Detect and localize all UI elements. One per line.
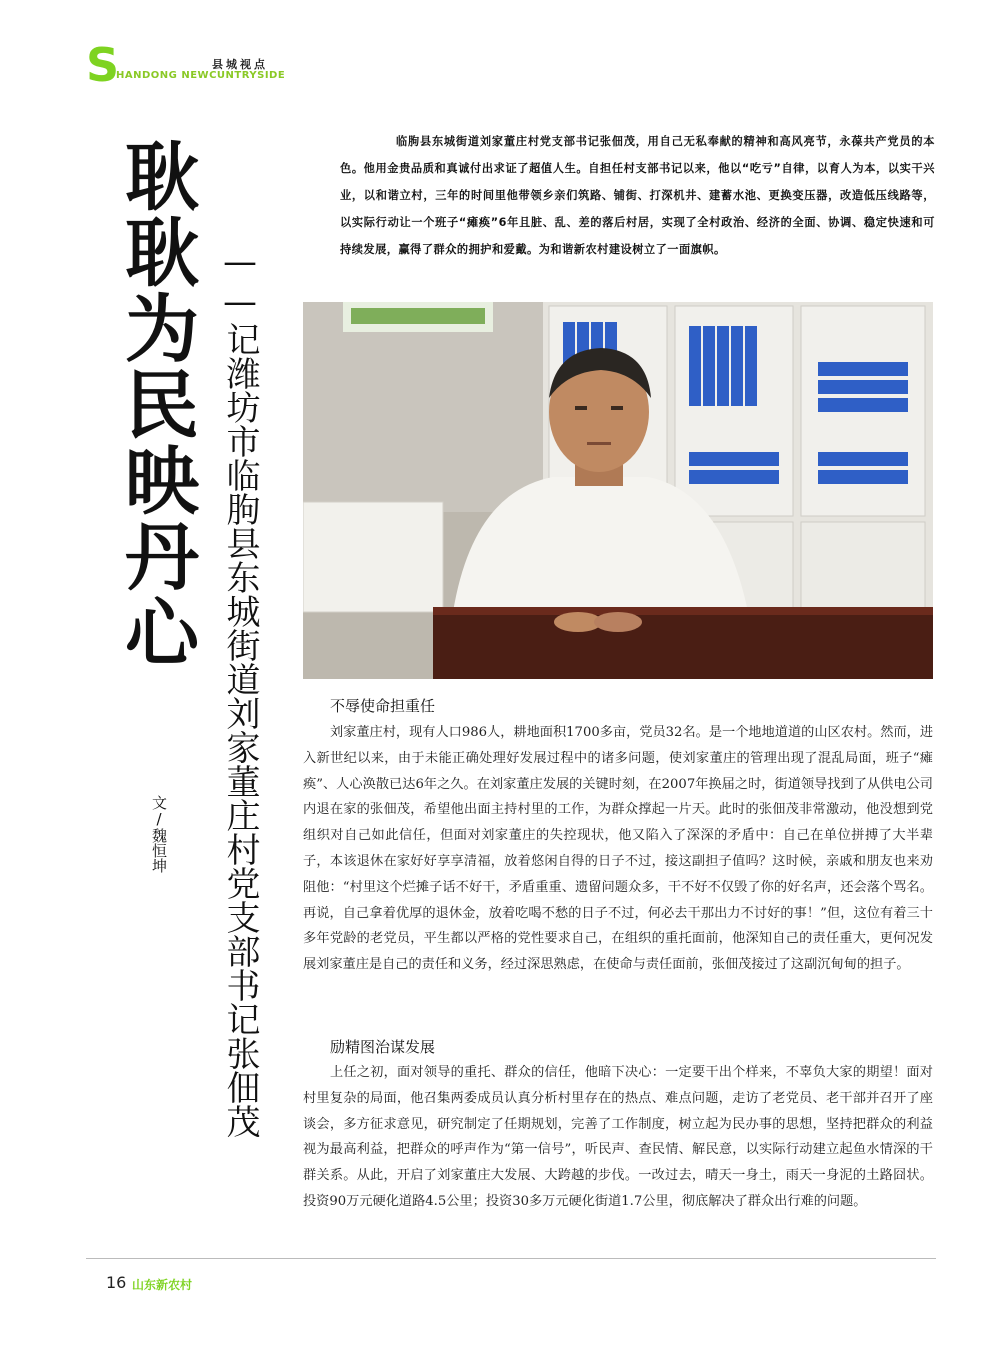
footer-rule bbox=[86, 1258, 936, 1259]
section-heading-2: 励精图治谋发展 bbox=[330, 1038, 436, 1056]
page-number: 16 bbox=[106, 1273, 127, 1292]
magazine-logo bbox=[86, 38, 286, 92]
article-byline: 文/魏恒坤 bbox=[150, 795, 168, 873]
section-body-2: 上任之初，面对领导的重托、群众的信任，他暗下决心：一定要干出个样来，不辜负大家的期望！面对村里复杂的局面，他召集两委成员认真分析村里存在的热点、难点问题，走访了老党员、老干部并召开了座谈会，多方征求意见，研究制定了任期规划，完善了工作制度，树立起为民办事的思想，坚持把群众的利益视为最高利益，把群众的呼声作为“第一信号”，听民声、查民情、解民意，以实际行动建立起鱼水情深的干群关系。从此，开启了刘家董庄大发展、大跨越的步伐。一改过去，晴天一身土，雨天一身泥的土路囧状。投资90万元硬化道路4.5公里；投资30多万元硬化街道1.7公里，彻底解决了群众出行难的问题。 bbox=[303, 1065, 933, 1209]
logo-letter: S bbox=[86, 38, 120, 92]
section-label: 县城视点 bbox=[212, 58, 268, 71]
article-subtitle: ——记潍坊市临朐县东城街道刘家董庄村党支部书记张佃茂 bbox=[220, 242, 260, 1138]
portrait-photo bbox=[303, 302, 933, 679]
portrait-photo-illustration bbox=[303, 302, 933, 679]
article-intro: 临朐县东城街道刘家董庄村党支部书记张佃茂，用自己无私奉献的精神和高风亮节，永葆共产党员的本色。他用金贵品质和真诚付出求证了超值人生。自担任村支部书记以来，他以“吃亏”自律，以育人为本，以实干兴业，以和谐立村，三年的时间里他带领乡亲们筑路、铺街、打深机井、建蓄水池、更换变压器，改造低压线路等，以实际行动让一个班子“瘫痪”6年且脏、乱、差的落后村居，实现了全村政治、经济的全面、协调、稳定快速和可持续发展，赢得了群众的拥护和爱戴。为和谐新农村建设树立了一面旗帜。 bbox=[340, 135, 935, 256]
logo-text: HANDONG NEWCUNTRYSIDE bbox=[116, 70, 286, 81]
article-title: 耿耿为民映丹心 bbox=[113, 138, 199, 670]
magazine-name: 山东新农村 bbox=[132, 1278, 193, 1292]
section-body-1: 刘家董庄村，现有人口986人，耕地面积1700多亩，党员32名。是一个地地道道的山区农村。然而，进入新世纪以来，由于未能正确处理好发展过程中的诸多问题，使刘家董庄的管理出现了混乱局面，班子“瘫痪”、人心涣散已达6年之久。在刘家董庄发展的关键时刻，在2007年换届之时，街道领导找到了从供电公司内退在家的张佃茂，希望他出面主持村里的工作，为群众撑起一片天。此时的张佃茂非常激动，他没想到党组织对自己如此信任，但面对刘家董庄的失控现状，他又陷入了深深的矛盾中：自己在单位拼搏了大半辈子，本该退休在家好好享享清福，放着悠闲自得的日子不过，接这副担子值吗？这时候，亲戚和朋友也来劝阻他：“村里这个烂摊子话不好干，矛盾重重、遗留问题众多，干不好不仅毁了你的好名声，还会落个骂名。再说，自己拿着优厚的退休金，放着吃喝不愁的日子不过，何必去干那出力不讨好的事！”但，这位有着三十多年党龄的老党员，平生都以严格的党性要求自己，在组织的重托面前，他深知自己的责任重大，更何况发展刘家董庄是自己的责任和义务，经过深思熟虑，在使命与责任面前，张佃茂接过了这副沉甸甸的担子。 bbox=[303, 725, 934, 973]
section-heading-1: 不辱使命担重任 bbox=[330, 697, 436, 715]
